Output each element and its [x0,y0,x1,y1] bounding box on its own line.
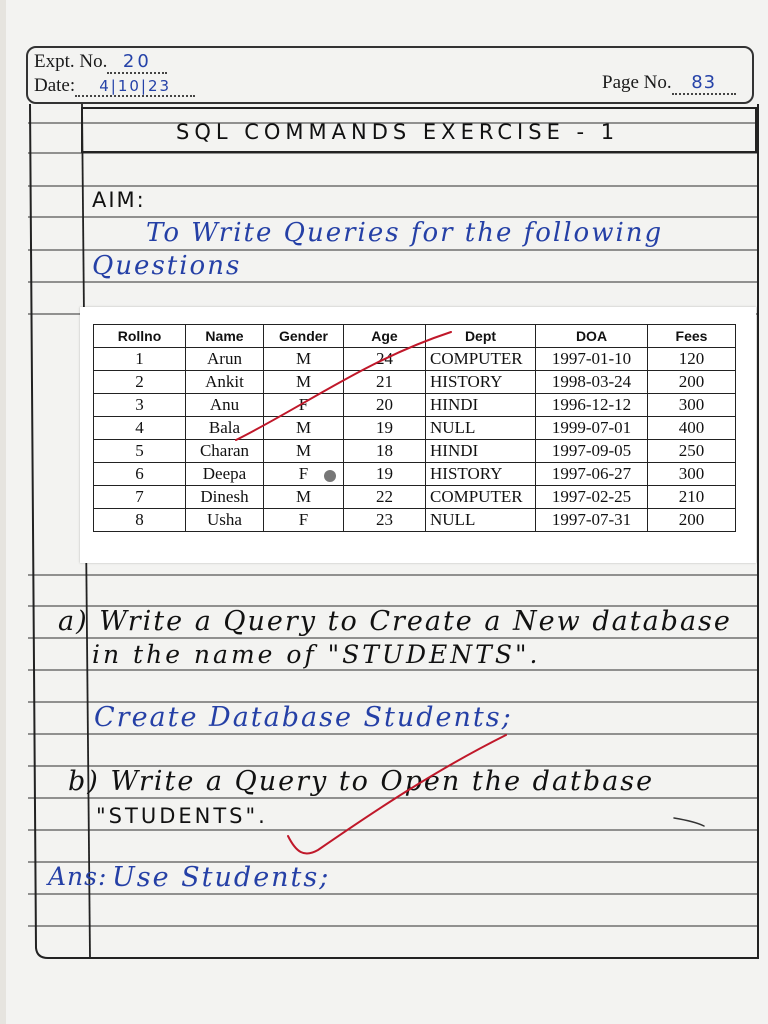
expt-label: Expt. No. [34,51,108,72]
cell-fees: 400 [648,417,736,440]
cell-doa: 1997-09-05 [536,440,648,463]
question-a-line-1: a) Write a Query to Create a New database [58,606,732,637]
cell-doa: 1997-07-31 [536,509,648,532]
cell-gender: M [264,440,344,463]
cell-rollno: 8 [94,509,186,532]
cell-age: 21 [344,371,426,394]
page-title: SQL COMMANDS EXERCISE - 1 [176,120,620,144]
cell-name: Deepa [186,463,264,486]
cell-fees: 250 [648,440,736,463]
expt-value: 20 [107,51,167,74]
cell-name: Ankit [186,371,264,394]
cell-rollno: 2 [94,371,186,394]
header-dept: Dept [426,325,536,348]
cell-name: Anu [186,394,264,417]
cell-gender: M [264,371,344,394]
cell-dept: HINDI [426,394,536,417]
cell-dept: HISTORY [426,371,536,394]
cell-dept: NULL [426,417,536,440]
date-label: Date: [34,75,76,96]
cell-name: Arun [186,348,264,371]
cell-name: Charan [186,440,264,463]
cell-fees: 200 [648,371,736,394]
cell-age: 18 [344,440,426,463]
cell-doa: 1999-07-01 [536,417,648,440]
page-label: Page No. [602,72,672,93]
cell-dept: HISTORY [426,463,536,486]
cell-doa: 1998-03-24 [536,371,648,394]
cell-name: Bala [186,417,264,440]
cell-name: Usha [186,509,264,532]
pen-stroke [674,818,704,826]
cell-dept: COMPUTER [426,348,536,371]
check-mark-icon [236,332,451,440]
cell-fees: 120 [648,348,736,371]
header-age: Age [344,325,426,348]
header-fees: Fees [648,325,736,348]
answer-b-label: Ans: [48,862,108,891]
cell-fees: 210 [648,486,736,509]
cell-gender: F [264,463,344,486]
cell-age: 24 [344,348,426,371]
cell-age: 23 [344,509,426,532]
header-doa: DOA [536,325,648,348]
aim-label: AIM: [92,188,146,212]
cell-rollno: 3 [94,394,186,417]
aim-line-2: Questions [92,251,242,281]
cell-doa: 1997-06-27 [536,463,648,486]
cell-fees: 200 [648,509,736,532]
cell-gender: M [264,486,344,509]
aim-line-1: To Write Queries for the following [146,218,664,248]
cell-rollno: 5 [94,440,186,463]
cell-rollno: 4 [94,417,186,440]
cell-doa: 1996-12-12 [536,394,648,417]
question-a-line-2: in the name of "STUDENTS". [92,640,541,669]
cell-gender: M [264,417,344,440]
teacher-marks [6,0,768,1024]
cell-fees: 300 [648,463,736,486]
cell-age: 19 [344,417,426,440]
cell-gender: M [264,348,344,371]
header-name: Name [186,325,264,348]
cell-fees: 300 [648,394,736,417]
page-value: 83 [672,72,736,95]
cell-doa: 1997-02-25 [536,486,648,509]
cell-gender: F [264,509,344,532]
question-b-line-1: b) Write a Query to Open the datbase [68,766,655,797]
answer-a: Create Database Students; [94,702,513,733]
date-value: 4|10|23 [75,77,195,97]
cell-dept: HINDI [426,440,536,463]
cell-rollno: 7 [94,486,186,509]
header-rollno: Rollno [94,325,186,348]
cell-age: 19 [344,463,426,486]
answer-b-text: Use Students; [112,862,331,893]
cell-age: 20 [344,394,426,417]
cell-dept: COMPUTER [426,486,536,509]
cell-gender: F [264,394,344,417]
cell-doa: 1997-01-10 [536,348,648,371]
cell-rollno: 6 [94,463,186,486]
cell-age: 22 [344,486,426,509]
cell-dept: NULL [426,509,536,532]
question-b-line-2: "STUDENTS". [96,804,268,828]
check-mark-icon [288,735,506,854]
cell-name: Dinesh [186,486,264,509]
ink-blot [324,470,336,482]
cell-rollno: 1 [94,348,186,371]
header-gender: Gender [264,325,344,348]
